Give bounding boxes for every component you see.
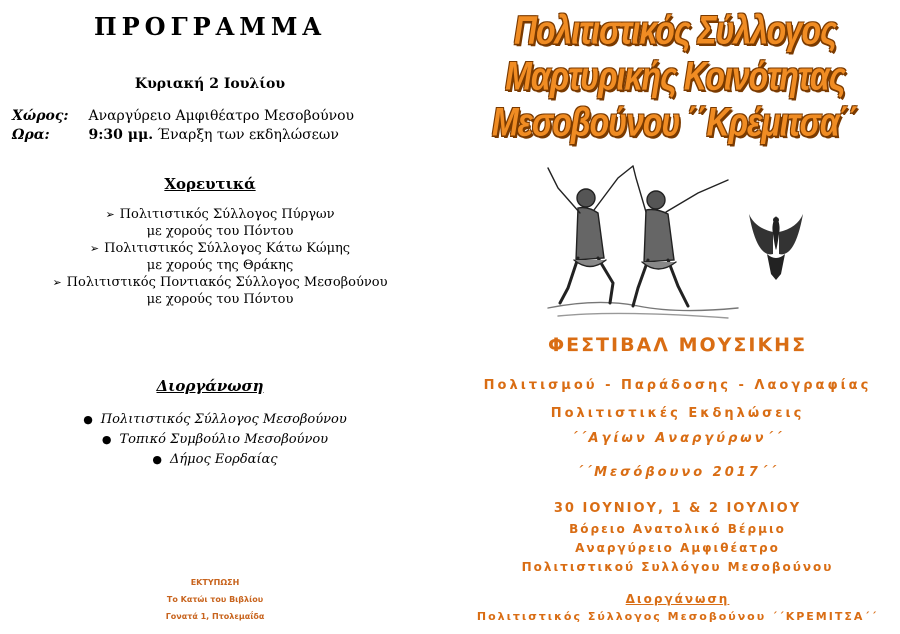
- printer-name: Το Κατώι του Βιβλίου: [166, 595, 264, 604]
- arrow-icon: ➢: [89, 242, 100, 255]
- organizer-title: Διοργάνωση: [625, 592, 730, 606]
- organizer-name: Πολιτιστικός Σύλλογος Μεσοβούνου: [100, 412, 347, 427]
- place-value: Αναργύρειο Αμφιθέατρο Μεσοβούνου: [88, 108, 355, 124]
- arrow-icon: ➢: [105, 208, 115, 221]
- venue-line1: Βόρειο Ανατολικό Βέρμιο: [569, 522, 786, 536]
- festival-dates: 30 ΙΟΥΝΙΟΥ, 1 & 2 ΙΟΥΛΙΟΥ: [553, 501, 802, 516]
- time-value: 9:30 μμ.: [88, 127, 154, 143]
- club-title-line2: Μαρτυρικής Κοινότητας: [505, 53, 845, 99]
- printer-address: Γονατά 1, Πτολεμαΐδα: [165, 612, 265, 621]
- printer-info: [0, 574, 430, 625]
- dance-item: [0, 240, 465, 257]
- venue-line3: Πολιτιστικού Συλλόγου Μεσοβούνου: [521, 560, 834, 574]
- organizers-list: [0, 410, 430, 470]
- organizer-name-right: Πολιτιστικός Σύλλογος Μεσοβούνου ΄΄ΚΡΕΜΙΤΣΑ΄΄: [476, 610, 879, 623]
- dances-title: Χορευτικά: [164, 175, 256, 193]
- dance-list: [0, 206, 465, 308]
- dance-origin: με χορούς της Θράκης: [146, 258, 294, 273]
- printer-label: ΕΚΤΥΠΩΣΗ: [190, 578, 240, 587]
- place-label: Χώρος:: [12, 108, 69, 124]
- dance-item: [0, 274, 465, 291]
- dance-origin: με χορούς του Πόντου: [146, 224, 294, 239]
- dance-item: [0, 206, 465, 223]
- dance-group: Πολιτιστικός Σύλλογος Κάτω Κώμης: [104, 241, 351, 256]
- dance-group: Πολιτιστικός Σύλλογος Πύργων: [119, 207, 335, 222]
- place-year: ΄΄Μεσόβουνο 2017΄΄: [576, 465, 779, 480]
- organizer-name: Τοπικό Συμβούλιο Μεσοβούνου: [119, 432, 329, 447]
- dance-origin: με χορούς του Πόντου: [146, 292, 294, 307]
- venue-line2: Αναργύρειο Αμφιθέατρο: [575, 541, 780, 555]
- organizer-item: [0, 410, 430, 430]
- program-date: Κυριακή 2 Ιουλίου: [134, 76, 286, 92]
- time-text: Έναρξη των εκδηλώσεων: [157, 127, 339, 143]
- arrow-icon: ➢: [52, 276, 62, 289]
- festival-subtitle: Πολιτισμού - Παράδοσης - Λαογραφίας: [483, 378, 872, 393]
- organizers-title: Διοργάνωση: [156, 377, 264, 395]
- organizer-item: [0, 450, 430, 470]
- club-title-line3: Μεσοβούνου ΄΄Κρέμιτσα΄΄: [492, 99, 858, 145]
- time-label: Ωρα:: [12, 127, 50, 143]
- bullet-icon: ●: [83, 413, 93, 426]
- organizer-item: [0, 430, 430, 450]
- eagle-emblem-icon: [745, 210, 807, 282]
- club-title-line1: Πολιτιστικός Σύλλογος: [513, 7, 837, 53]
- festival-title: ΦΕΣΤΙΒΑΛ ΜΟΥΣΙΚΗΣ: [547, 334, 808, 356]
- bullet-icon: ●: [152, 453, 162, 466]
- bullet-icon: ●: [101, 433, 112, 446]
- place-row: [12, 108, 354, 124]
- events-line2: ΄΄Αγίων Αναργύρων΄΄: [571, 431, 784, 446]
- program-title: ΠΡΟΓΡΑΜΜΑ: [93, 12, 327, 41]
- dancers-illustration: [538, 158, 743, 324]
- dance-group: Πολιτιστικός Ποντιακός Σύλλογος Μεσοβούνου: [66, 275, 388, 290]
- events-line1: Πολιτιστικές Εκδηλώσεις: [550, 406, 805, 421]
- organizer-name: Δήμος Εορδαίας: [170, 452, 278, 467]
- time-row: [12, 127, 339, 143]
